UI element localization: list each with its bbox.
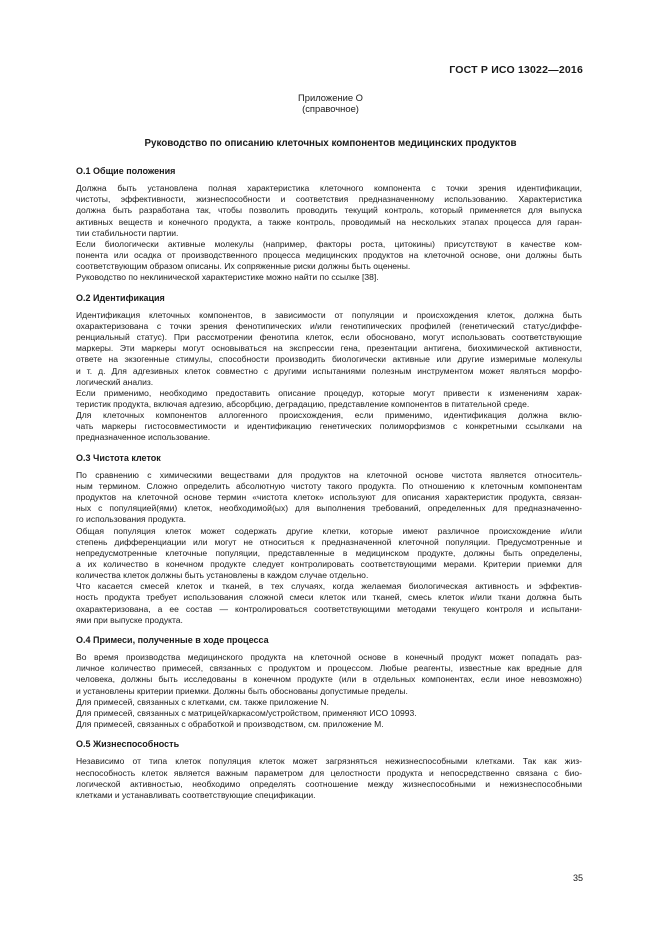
section-heading: O.5 Жизнеспособность: [76, 739, 180, 750]
text-line: Для примесей, связанных с обработкой и производством, см. приложение M.: [76, 719, 384, 730]
paragraph: [76, 652, 582, 697]
text-line: охарактеризована, а ее состав — контролироваться соответствующими методами текущего контроля и испытани-: [76, 603, 582, 614]
text-line: Должна быть установлена полная характеристика клеточного компонента с точки зрения идентификации,: [76, 183, 582, 194]
text-line: Для примесей, связанных с клетками, см. также приложение N.: [76, 696, 329, 707]
text-line: предназначенное использование.: [76, 432, 211, 443]
text-line: активных веществ и конечного продукта, а также контроль, проводимый на нескольких этапах процесса для гаран-: [76, 216, 582, 227]
paragraph: [76, 272, 582, 283]
text-line: ных с популяцией(ями) клеток, необходимой(ых) для выполнения требований, определенных для предназначенно-: [76, 503, 582, 514]
text-line: Во время производства медицинского продукта на клеточной основе в конечный продукт может попадать раз-: [76, 652, 582, 663]
text-line: Общая популяция клеток может содержать другие клетки, которые имеют различное происхождение и/или: [76, 525, 582, 536]
section: [76, 166, 582, 284]
text-line: логический анализ.: [76, 376, 154, 387]
text-line: Для клеточных компонентов аллогенного происхождения, если применимо, идентификация должна вклю-: [76, 410, 582, 421]
paragraph: [76, 697, 582, 708]
text-line: и установлены критерии приемки. Должны быть обоснованы допустимые пределы.: [76, 685, 408, 696]
text-line: чать маркеры гистосовместимости и идентификацию генетических полиморфизмов с конкретными ссылками на: [76, 421, 582, 432]
text-line: Независимо от типа клеток популяция клеток может загрязняться нежизнеспособными клетками. Так как жиз-: [76, 756, 582, 767]
page-number: 35: [572, 873, 583, 883]
paragraph: [76, 183, 582, 239]
paragraph: [76, 470, 582, 526]
paragraph: [76, 310, 582, 388]
text-line: го использования продукта.: [76, 514, 186, 525]
paragraph: [76, 526, 582, 582]
annex-title: Приложение O: [298, 92, 363, 103]
text-line: теристик продукта, включая адгезию, абсорбцию, деградацию, представление компонентов в питательной среде.: [76, 398, 530, 409]
text-line: Если применимо, необходимо предоставить описание процедур, которые могут привести к изменениям харак-: [76, 387, 582, 398]
text-line: чистоты, эффективности, жизнеспособности и соответствия предназначенному использованию. Характеристика: [76, 194, 582, 205]
paragraph: [76, 581, 582, 626]
annex-subtitle: (справочное): [302, 103, 359, 114]
text-line: логической активностью, необходимо определять соотношение между жизнеспособными и нежизнеспособными: [76, 778, 582, 789]
paragraph: [76, 719, 582, 730]
section: [76, 739, 582, 801]
text-line: неспособность клеток является важным параметром для целостности продукта и непосредственно связана с био-: [76, 767, 582, 778]
text-line: степень дифференциации или могут не относиться к предназначенной клеточной популяции. Предусмотренные и: [76, 536, 582, 547]
section: [76, 293, 582, 444]
text-line: продуктов на клеточной основе термин «чистота клеток» используют для описания характеристик продукта, связан-: [76, 492, 582, 503]
paragraph: [76, 410, 582, 443]
text-line: ным термином. Сложно определить абсолютную чистоту такого продукта. По отношению к клеточным компонентам: [76, 480, 582, 491]
text-line: соответствующим образом описаны. Их сопряженные риски должны быть оценены.: [76, 261, 411, 272]
text-line: тии стабильности партии.: [76, 227, 179, 238]
text-line: ями при выпуске продукта.: [76, 614, 183, 625]
section-heading: O.4 Примеси, полученные в ходе процесса: [76, 634, 269, 645]
text-line: ответе на экзогенные стимулы, способности производить биологически активные или другие измеримые молекулы: [76, 354, 582, 365]
section-heading: O.2 Идентификация: [76, 292, 165, 303]
paragraph: [76, 388, 582, 410]
text-line: количества клеток должны быть установлены в каждом случае отдельно.: [76, 570, 369, 581]
text-line: маркеры. Эти маркеры могут основываться на экспрессии гена, презентации антигена, биохимической активности,: [76, 343, 582, 354]
document-body: [76, 166, 582, 810]
document-title: Руководство по описанию клеточных компонентов медицинских продуктов: [144, 138, 517, 149]
text-line: а их количество в конечном продукте следует контролировать соответствующими мерами. Критерии приемки для: [76, 559, 582, 569]
text-line: ность продукта требует использования сложной смеси клеток или тканей, смесь клеток и/или ткани должна быть: [76, 592, 582, 603]
text-line: непредусмотренные клеточные популяции, представленные в медицинском продукте, должны быть определены,: [76, 547, 582, 558]
section: [76, 453, 582, 626]
text-line: Если биологически активные молекулы (например, факторы роста, цитокины) присутствуют в качестве ком-: [76, 238, 582, 249]
section-heading: O.1 Общие положения: [76, 166, 176, 176]
text-line: По сравнению с химическими веществами для продуктов на клеточной основе чистота является относитель-: [76, 469, 582, 480]
section: [76, 635, 582, 730]
text-line: Что касается смесей клеток и тканей, в тех случаях, когда желаемая биологическая активность и эффектив-: [76, 581, 582, 592]
text-line: Для примесей, связанных с матрицей/каркасом/устройством, применяют ИСО 10993.: [76, 707, 417, 718]
text-line: Идентификация клеточных компонентов, в зависимости от популяции и происхождения клеток, должна быть: [76, 309, 582, 320]
standard-header: ГОСТ Р ИСО 13022—2016: [449, 64, 583, 76]
text-line: ренциальный статус). При рассмотрении фенотипа клеток, если обосновано, могут использовать соответствующие: [76, 332, 582, 343]
text-line: понента или осадка от производственного процесса медицинских продуктов на клеточной основе, они должны быть: [76, 250, 582, 261]
text-line: личное количество примесей, связанных с продуктом и процессом. Любые реагенты, известные как вредные для: [76, 663, 582, 674]
text-line: человека, должны быть исследованы в конечном продукте (или в отдельных компонентах, если иное невозможно): [76, 674, 582, 685]
text-line: Руководство по неклинической характеристике можно найти по ссылке [38].: [76, 272, 379, 283]
text-line: клетками и устанавливать соответствующие спецификации.: [76, 789, 316, 800]
paragraph: [76, 708, 582, 719]
text-line: охарактеризована с точки зрения фенотипических и/или генотипических профилей (генетический статус/диффе-: [76, 320, 582, 331]
section-heading: O.3 Чистота клеток: [76, 452, 161, 463]
text-line: должна быть разработана так, чтобы позволить проводить текущий контроль, который применяется для выпуска: [76, 205, 582, 216]
text-line: и т. д. Для адгезивных клеток совместно с другими испытаниями полезным инструментом может являться морфо-: [76, 365, 582, 376]
paragraph: [76, 756, 582, 801]
paragraph: [76, 239, 582, 272]
